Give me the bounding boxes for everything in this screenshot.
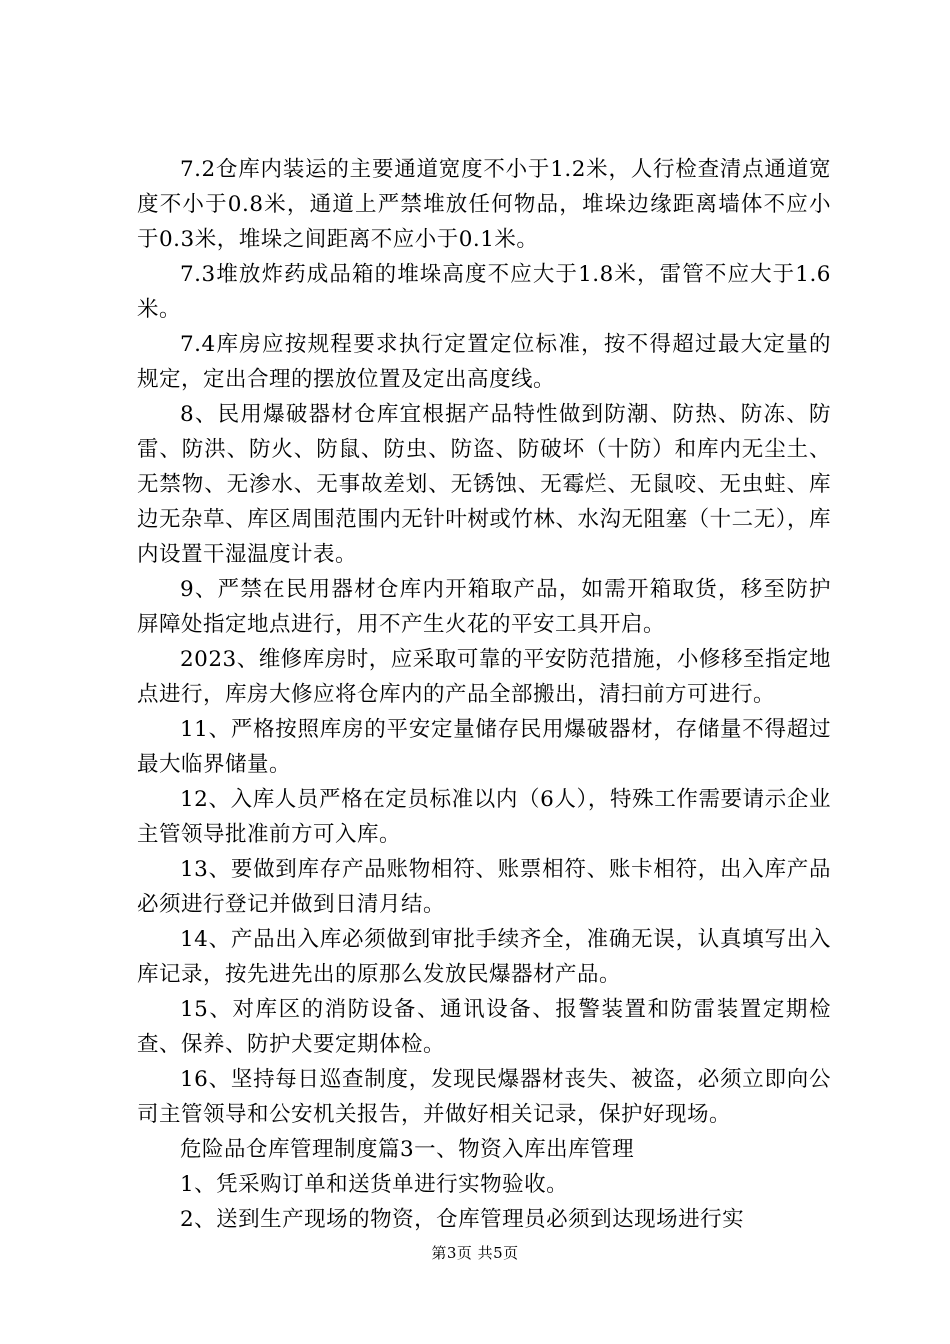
page-footer: [0, 1243, 950, 1263]
paragraph-14: 14、产品出入库必须做到审批手续齐全，准确无误，认真填写出入库记录，按先进先出的原那么发放民爆器材产品。: [137, 927, 831, 987]
paragraph-item-1: 1、凭采购订单和送货单进行实物验收。: [180, 1172, 569, 1197]
document-body: [137, 152, 831, 1237]
paragraph-item-2: 2、送到生产现场的物资，仓库管理员必须到达现场进行实: [180, 1207, 745, 1232]
paragraph-7-2: 7.2仓库内装运的主要通道宽度不小于1.2米，人行检查清点通道宽度不小于0.8米，通道上严禁堆放任何物品，堆垛边缘距离墙体不应小于0.3米，堆垛之间距离不应小于0.1米。: [137, 157, 831, 252]
paragraph-15: 15、对库区的消防设备、通讯设备、报警装置和防雷装置定期检查、保养、防护犬要定期体检。: [137, 997, 831, 1057]
paragraph-9: 9、严禁在民用器材仓库内开箱取产品，如需开箱取货，移至防护屏障处指定地点进行，用不产生火花的平安工具开启。: [137, 577, 831, 637]
paragraph-12: 12、入库人员严格在定员标准以内（6人），特殊工作需要请示企业主管领导批准前方可入库。: [137, 787, 831, 847]
paragraph-7-4: 7.4库房应按规程要求执行定置定位标准，按不得超过最大定量的规定，定出合理的摆放位置及定出高度线。: [137, 332, 831, 392]
paragraph-10: 2023、维修库房时，应采取可靠的平安防范措施，小修移至指定地点进行，库房大修应将仓库内的产品全部搬出，清扫前方可进行。: [137, 647, 831, 707]
paragraph-16: 16、坚持每日巡查制度，发现民爆器材丧失、被盗，必须立即向公司主管领导和公安机关报告，并做好相关记录，保护好现场。: [137, 1067, 831, 1127]
paragraph-11: 11、严格按照库房的平安定量储存民用爆破器材，存储量不得超过最大临界储量。: [137, 717, 831, 777]
paragraph-13: 13、要做到库存产品账物相符、账票相符、账卡相符，出入库产品必须进行登记并做到日清月结。: [137, 857, 831, 917]
page-number: 第3页: [431, 1244, 473, 1262]
paragraph-7-3: 7.3堆放炸药成品箱的堆垛高度不应大于1.8米，雷管不应大于1.6米。: [137, 262, 831, 322]
section-heading: 危险品仓库管理制度篇3一、物资入库出库管理: [180, 1137, 635, 1162]
paragraph-8: 8、民用爆破器材仓库宜根据产品特性做到防潮、防热、防冻、防雷、防洪、防火、防鼠、防虫、防盗、防破坏（十防）和库内无尘土、无禁物、无渗水、无事故差划、无锈蚀、无霉烂、无鼠咬、无虫蛀、库边无杂草、库区周围范围内无针叶树或竹林、水沟无阻塞（十二无），库内设置干湿温度计表。: [137, 402, 831, 567]
page-total: 共5页: [477, 1244, 519, 1262]
